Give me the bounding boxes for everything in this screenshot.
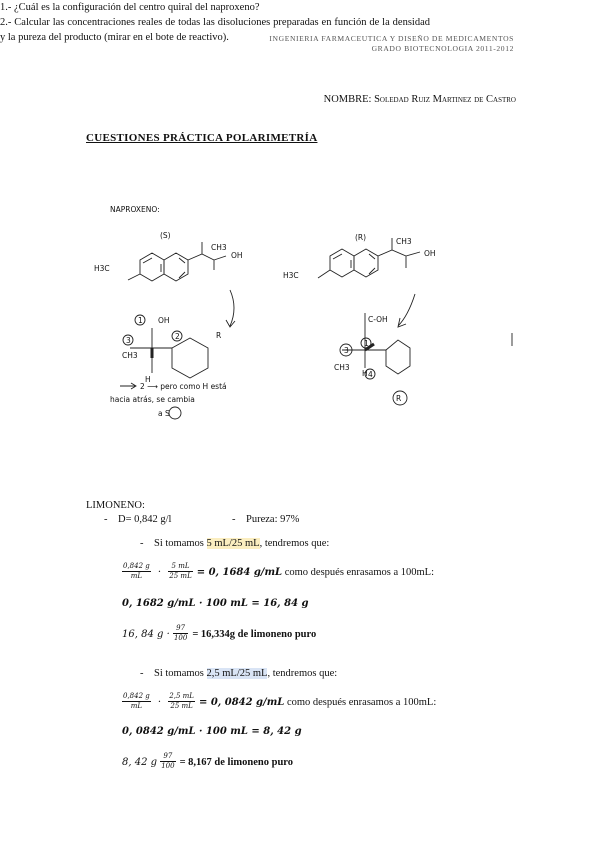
right-rank3: 3 bbox=[344, 346, 349, 355]
author-name: Soledad Ruiz Martinez de Castro bbox=[374, 94, 516, 105]
purity-item: - Pureza: 97% bbox=[232, 514, 300, 525]
header-course: INGENIERIA FARMACEUTICA Y DISEÑO DE MEDICAMENTOS bbox=[269, 34, 514, 43]
left-r: R bbox=[216, 331, 222, 340]
case1-f1-num: 0,842 g bbox=[123, 562, 150, 570]
case2-eq1-post: como después enrasamos a 100mL: bbox=[284, 697, 437, 709]
case2-eq1-result: = 0, 0842 g/mL bbox=[198, 697, 285, 709]
right-ch3: CH3 bbox=[396, 237, 412, 246]
right-rank4: 4 bbox=[368, 370, 373, 379]
left-rank2: 2 bbox=[175, 332, 180, 341]
drawing-label: NAPROXENO: bbox=[110, 205, 160, 214]
case2-eq3-result: = 8,167 de limoneno puro bbox=[179, 757, 294, 769]
density-item: - D= 0,842 g/l bbox=[104, 514, 172, 525]
left-rank3: 3 bbox=[126, 336, 131, 345]
case1-f1-den: mL bbox=[130, 572, 143, 580]
case1-eq2: 0, 1682 g/mL · 100 mL = 16, 84 g bbox=[122, 598, 309, 609]
right-circled-r: R bbox=[396, 394, 402, 403]
case2-highlight: 2,5 mL/25 mL bbox=[206, 668, 268, 679]
left-config: (S) bbox=[160, 231, 171, 240]
question-1: 1.- ¿Cuál es la configuración del centro quiral del naproxeno? bbox=[0, 2, 260, 13]
note-line3: a S bbox=[158, 409, 170, 418]
left-oh: OH bbox=[231, 251, 243, 260]
left-ch3: CH3 bbox=[211, 243, 227, 252]
right-ch3-2: CH3 bbox=[334, 363, 350, 372]
case1-highlight: 5 mL/25 mL bbox=[206, 538, 260, 549]
case1-f2-num: 5 mL bbox=[168, 562, 192, 572]
right-h: H bbox=[362, 369, 368, 378]
case1-intro-pre: Si tomamos bbox=[154, 538, 207, 549]
naproxeno-drawing bbox=[80, 198, 520, 428]
density-text: D= 0,842 g/l bbox=[118, 514, 172, 525]
left-oh-top: OH bbox=[158, 316, 170, 325]
case2-f1-num: 0,842 g bbox=[123, 692, 150, 700]
case1-eq1-result: = 0, 1684 g/mL bbox=[196, 567, 283, 579]
case2-f3-den: 100 bbox=[161, 762, 175, 770]
note-line1: 2 ⟶ pero como H está bbox=[140, 382, 227, 391]
right-rank1: 1 bbox=[364, 339, 369, 348]
limoneno-heading: LIMONENO: bbox=[86, 500, 145, 511]
case2-eq3-pre: 8, 42 g bbox=[122, 757, 161, 769]
case1-eq1-post: como después enrasamos a 100mL: bbox=[282, 567, 434, 579]
case1-intro-post: , tendremos que: bbox=[259, 538, 330, 549]
note-line2: hacia atrás, se cambia bbox=[110, 395, 195, 404]
author-label: NOMBRE: bbox=[323, 94, 375, 105]
left-ch3-2: CH3 bbox=[122, 351, 138, 360]
case2-intro-post: , tendremos que: bbox=[267, 668, 338, 679]
left-h: H bbox=[145, 375, 151, 384]
case2-eq1: $\frac{0,842 g}{mL}$ · $\frac{2,5 mL}{25 mL}$ = 0, 0842 g/mL como después enrasamos a 100mL: bbox=[123, 692, 437, 710]
right-h3c: H3C bbox=[283, 271, 299, 280]
right-cooh: C-OH bbox=[368, 315, 388, 324]
case2-f3-num: 97 bbox=[160, 752, 175, 762]
author-line bbox=[324, 94, 516, 105]
page-title: CUESTIONES PRÁCTICA POLARIMETRÍA bbox=[86, 132, 318, 144]
question-2: 2.- Calcular las concentraciones reales de todas las disoluciones preparadas en función de la densidad y la pureza del producto (mirar en el bote de reactivo). bbox=[0, 17, 430, 43]
case2-intro: - Si tomamos 2,5 mL/25 mL, tendremos que: bbox=[140, 668, 338, 679]
purity-text: Pureza: 97% bbox=[246, 514, 300, 525]
case1-intro: - Si tomamos 5 mL/25 mL, tendremos que: bbox=[140, 538, 330, 549]
case1-f3-den: 100 bbox=[173, 634, 188, 642]
case2-eq3 bbox=[122, 752, 293, 771]
case1-eq3-pre: 16, 84 g · bbox=[122, 629, 173, 641]
case2-eq2: 0, 0842 g/mL · 100 mL = 8, 42 g bbox=[122, 726, 302, 737]
case1-f3-num: 97 bbox=[173, 624, 188, 634]
case2-f2-den: 25 mL bbox=[170, 702, 193, 710]
case1-eq3 bbox=[122, 624, 316, 643]
case2-f2-num: 2,5 mL bbox=[169, 692, 194, 700]
left-rank1: 1 bbox=[138, 316, 143, 325]
header-degree: GRADO BIOTECNOLOGIA 2011-2012 bbox=[371, 44, 514, 53]
case1-eq1: $\frac{0,842 g}{mL}$ · $\frac{5 mL}{25 mL}$ = 0, 1684 g/mL como después enrasamos a 100mL: bbox=[123, 562, 434, 580]
case1-eq3-result: = 16,334g de limoneno puro bbox=[192, 629, 317, 641]
case2-intro-pre: Si tomamos bbox=[154, 668, 207, 679]
right-oh: OH bbox=[424, 249, 436, 258]
left-h3c: H3C bbox=[94, 264, 110, 273]
right-config: (R) bbox=[355, 233, 367, 242]
case2-f1-den: mL bbox=[130, 702, 143, 710]
case1-f2-den: 25 mL bbox=[169, 572, 192, 580]
